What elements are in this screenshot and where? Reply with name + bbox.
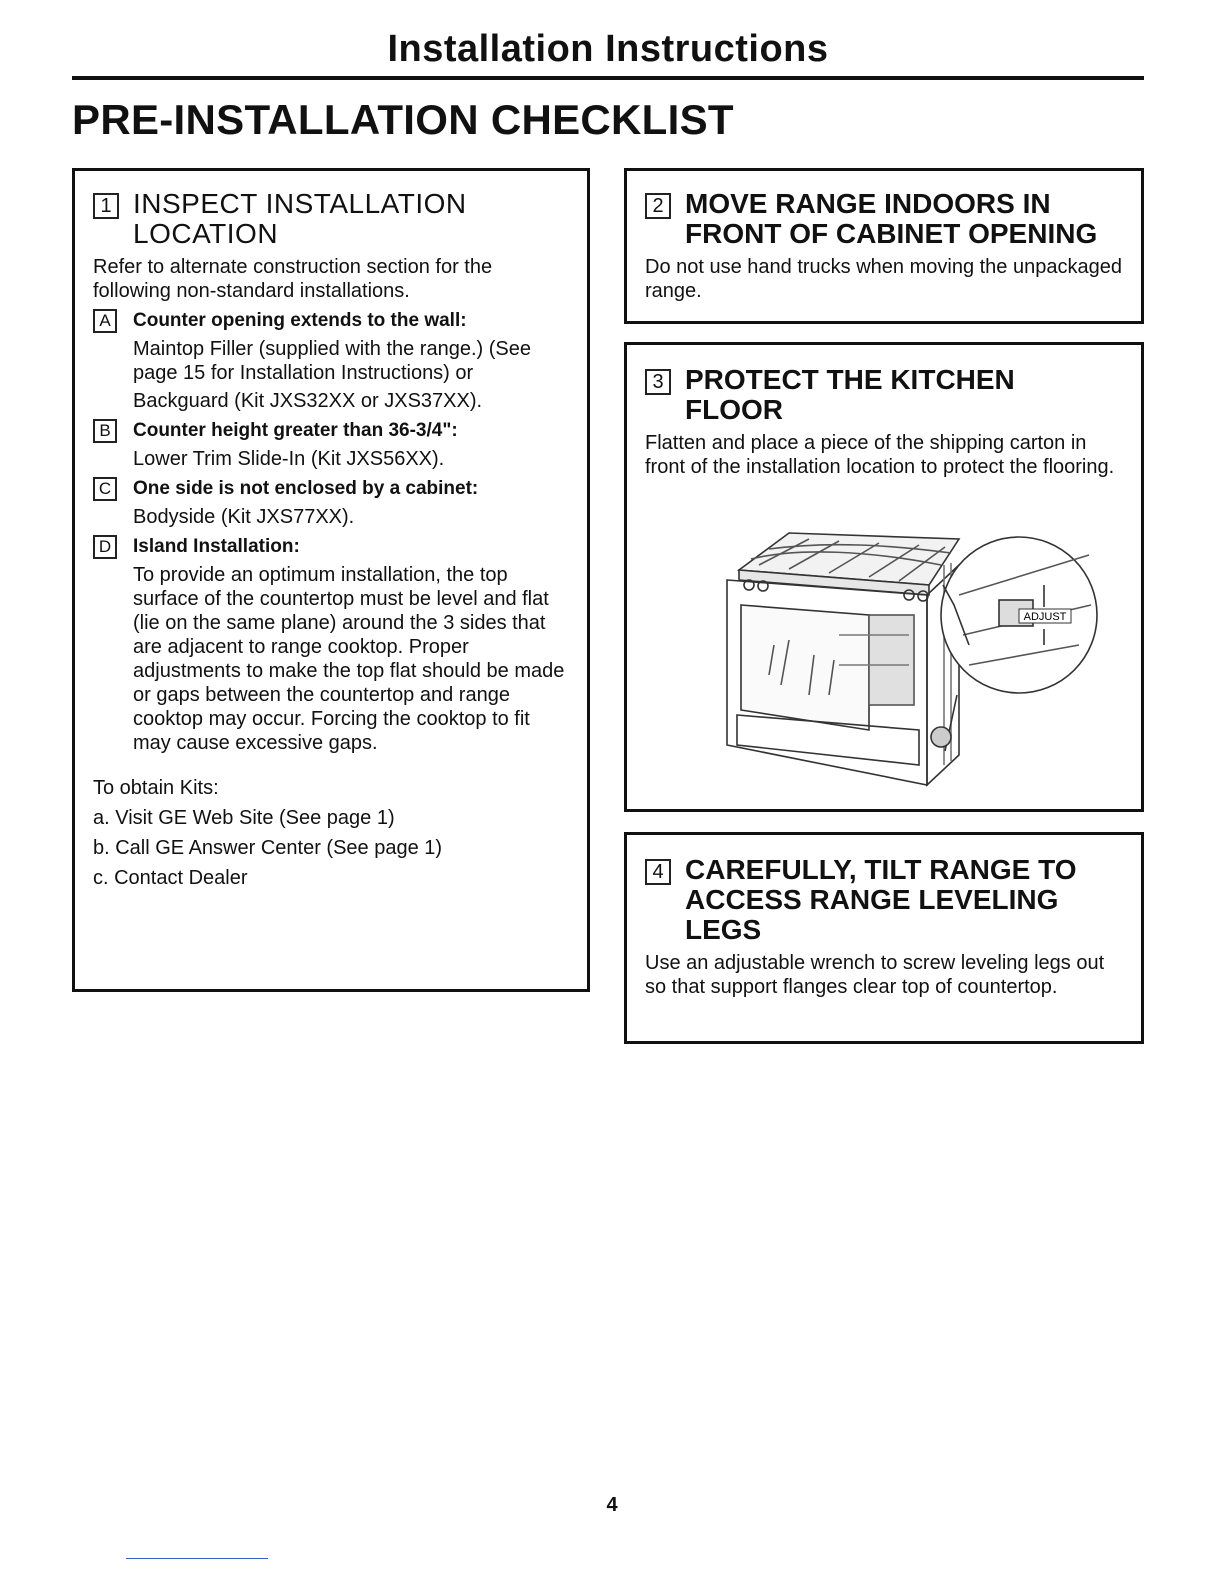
step4-box (624, 832, 1144, 1044)
step3-text: Flatten and place a piece of the shipping carton in front of the installation location to protect the flooring. (645, 432, 1115, 478)
item-b-text: Lower Trim Slide-In (Kit JXS56XX). (133, 448, 445, 470)
step2-number: 2 (645, 193, 671, 219)
page-header-title: Installation Instructions (387, 28, 829, 70)
item-a-letter: A (93, 309, 117, 333)
kits-item: c. Contact Dealer (93, 867, 248, 889)
section-title: PRE-INSTALLATION CHECKLIST (72, 96, 734, 143)
kits-item: b. Call GE Answer Center (See page 1) (93, 837, 443, 859)
step2-text: Do not use hand trucks when moving the unpackaged range. (645, 256, 1122, 302)
item-d-heading: Island Installation: (133, 536, 300, 557)
header-divider (72, 76, 1144, 80)
step3-box (624, 342, 1144, 812)
step1-number: 1 (93, 193, 119, 219)
step2-box (624, 168, 1144, 324)
step1-header (93, 189, 569, 249)
step1-item-b (93, 419, 569, 471)
item-d-letter: D (93, 535, 117, 559)
step4-number: 4 (645, 859, 671, 885)
step1-title: INSPECT INSTALLATION LOCATION (133, 188, 467, 249)
kits-list (93, 773, 569, 893)
page-number: 4 (606, 1494, 618, 1516)
item-b-heading: Counter height greater than 36-3/4": (133, 420, 458, 441)
step1-item-a (93, 309, 569, 413)
range-illustration (719, 525, 1099, 795)
step4-text: Use an adjustable wrench to screw leveling legs out so that support flanges clear top of countertop. (645, 952, 1105, 998)
item-c-text: Bodyside (Kit JXS77XX). (133, 506, 355, 528)
step1-item-c (93, 477, 569, 529)
item-a-text2: Backguard (Kit JXS32XX or JXS37XX). (133, 390, 483, 412)
step4-header (645, 855, 1123, 945)
step2-title: MOVE RANGE INDOORS IN FRONT OF CABINET OPENING (685, 188, 1098, 249)
step1-intro: Refer to alternate construction section for the following non-standard installations. (93, 256, 493, 302)
adjust-label: ADJUST (1023, 611, 1067, 623)
item-a-heading: Counter opening extends to the wall: (133, 310, 467, 331)
item-b-letter: B (93, 419, 117, 443)
item-c-letter: C (93, 477, 117, 501)
step3-number: 3 (645, 369, 671, 395)
step4-title: CAREFULLY, TILT RANGE TO ACCESS RANGE LEVELING LEGS (685, 854, 1077, 945)
kits-item: a. Visit GE Web Site (See page 1) (93, 807, 395, 829)
item-c-heading: One side is not enclosed by a cabinet: (133, 478, 479, 499)
step3-header (645, 365, 1123, 425)
step3-title: PROTECT THE KITCHEN FLOOR (685, 364, 1015, 425)
footer-underline (126, 1558, 268, 1559)
item-a-text: Maintop Filler (supplied with the range.) (See page 15 for Installation Instructions) or (133, 338, 531, 384)
step2-header (645, 189, 1123, 249)
step1-box (72, 168, 590, 992)
step1-item-d (93, 535, 569, 755)
kits-intro: To obtain Kits: (93, 777, 219, 799)
item-d-text: To provide an optimum installation, the top surface of the countertop must be level and flat (lie on the same plane) around the 3 sides that are adjacent to range cooktop. Proper adjustments to make the top flat should be made or gaps between the countertop and range cooktop may occur. Forcing the cooktop to fit may cause excessive gaps. (133, 564, 565, 754)
